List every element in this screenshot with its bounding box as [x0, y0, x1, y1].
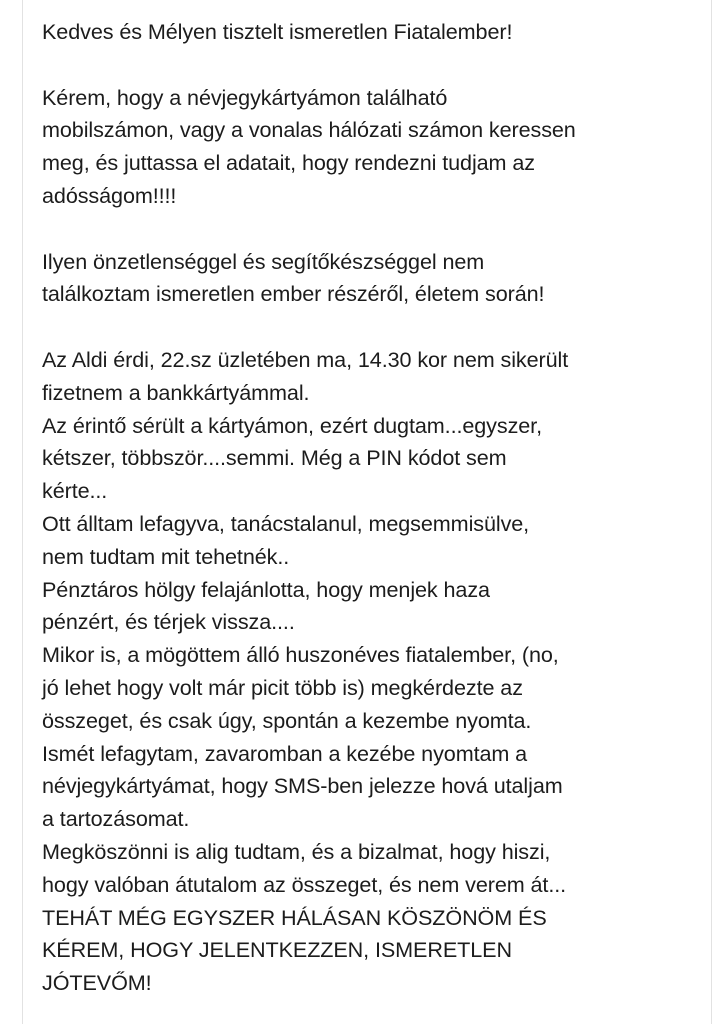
text-line: Mikor is, a mögöttem álló huszonéves fiatalember, (no, — [42, 642, 559, 668]
text-line: összeget, és csak úgy, spontán a kezembe nyomta. — [42, 707, 532, 733]
paragraph-story — [42, 344, 702, 1000]
text-line: meg, és juttassa el adatait, hogy rendezni tudjam az — [42, 150, 535, 176]
paragraph-gap — [42, 311, 702, 344]
text-line: Az Aldi érdi, 22.sz üzletében ma, 14.30 kor nem sikerült — [42, 346, 569, 372]
paragraph-gap — [42, 213, 702, 246]
paragraph-gap — [42, 49, 702, 82]
text-line: JÓTEVŐM! — [42, 970, 152, 996]
text-line: Megköszönni is alig tudtam, és a bizalmat, hogy hiszi, — [42, 838, 551, 864]
text-line: KÉREM, HOGY JELENTKEZZEN, ISMERETLEN — [42, 937, 512, 963]
text-line: nem tudtam mit tehetnék.. — [42, 543, 290, 569]
text-line: találkoztam ismeretlen ember részéről, életem során! — [42, 281, 545, 307]
text-line: jó lehet hogy volt már picit több is) megkérdezte az — [42, 674, 523, 700]
text-line: névjegykártyámat, hogy SMS-ben jelezze hová utaljam — [42, 773, 563, 799]
paragraph-greeting — [42, 16, 702, 49]
text-line: a tartozásomat. — [42, 806, 190, 832]
text-line: kétszer, többször....semmi. Még a PIN kódot sem — [42, 445, 507, 471]
post-body — [42, 16, 702, 1000]
text-line: adósságom!!!! — [42, 182, 177, 208]
text-line: mobilszámon, vagy a vonalas hálózati számon keressen — [42, 117, 576, 143]
text-line: Ott álltam lefagyva, tanácstalanul, megsemmisülve, — [42, 510, 530, 536]
text-line: Kedves és Mélyen tisztelt ismeretlen Fiatalember! — [42, 19, 513, 44]
text-line: Kérem, hogy a névjegykártyámon található — [42, 84, 448, 110]
text-line: fizetnem a bankkártyámmal. — [42, 379, 310, 405]
text-line: kérte... — [42, 478, 108, 504]
text-line: hogy valóban átutalom az összeget, és nem verem át... — [42, 871, 567, 897]
paragraph-gratitude — [42, 246, 702, 312]
text-line: TEHÁT MÉG EGYSZER HÁLÁSAN KÖSZÖNÖM ÉS — [42, 904, 547, 930]
text-line: Ismét lefagytam, zavaromban a kezébe nyomtam a — [42, 740, 528, 766]
text-line: Ilyen önzetlenséggel és segítőkészséggel nem — [42, 248, 485, 274]
text-line: pénzért, és térjek vissza.... — [42, 609, 295, 635]
text-line: Pénztáros hölgy felajánlotta, hogy menjek haza — [42, 576, 490, 602]
paragraph-request — [42, 82, 702, 213]
text-line: Az érintő sérült a kártyámon, ezért dugtam...egyszer, — [42, 412, 542, 438]
